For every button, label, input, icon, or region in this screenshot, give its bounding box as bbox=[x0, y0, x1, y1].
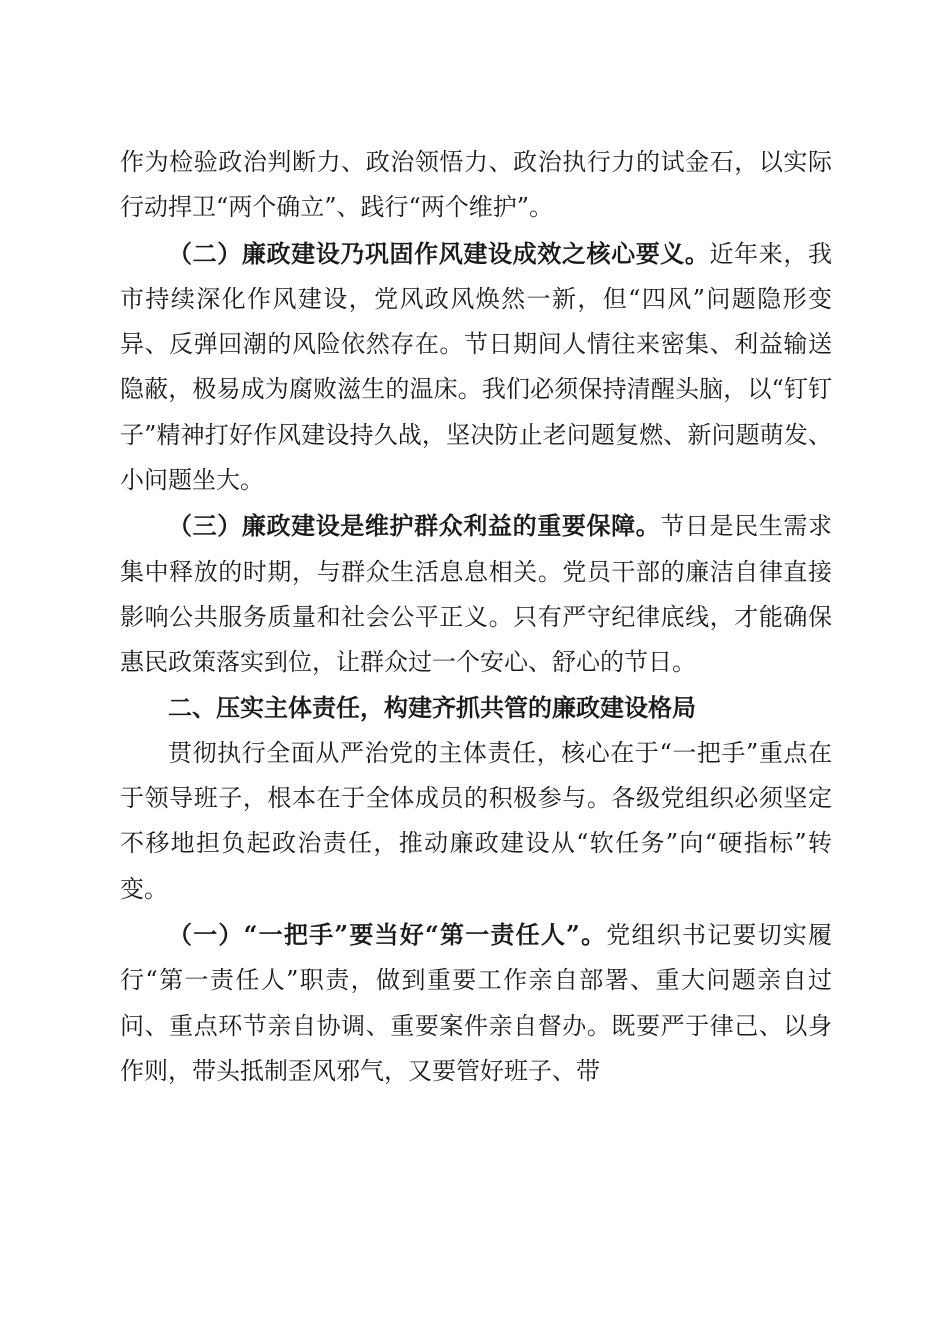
paragraph-subpoint-3 bbox=[120, 503, 832, 685]
paragraph-text: 党组织书记要切实履行“第一责任人”职责，做到重要工作亲自部署、重大问题亲自过问、重点环节亲自协调、重要案件亲自督办。既要严于律己、以身作则，带头抵制歪风邪气，又要管好班子、带 bbox=[120, 921, 833, 1085]
subpoint-heading: （三）廉政建设是维护群众利益的重要保障。 bbox=[168, 511, 661, 541]
paragraph-section-intro bbox=[120, 731, 832, 912]
paragraph-continuation bbox=[120, 140, 832, 231]
paragraph-subpoint-1 bbox=[120, 912, 832, 1094]
paragraph-text: 作为检验政治判断力、政治领悟力、政治执行力的试金石，以实际行动捍卫“两个确立”、践行“两个维护”。 bbox=[120, 148, 832, 222]
section-heading: 二、压实主体责任，构建齐抓共管的廉政建设格局 bbox=[168, 693, 696, 722]
paragraph-subpoint-2 bbox=[120, 231, 832, 504]
paragraph-text: 贯彻执行全面从严治党的主体责任，核心在于“一把手”重点在于领导班子，根本在于全体成员的积极参与。各级党组织必须坚定不移地担负起政治责任，推动廉政建设从“软任务”向“硬指标”转变。 bbox=[120, 738, 832, 903]
subpoint-heading: （一）“一把手”要当好“第一责任人”。 bbox=[168, 920, 607, 950]
document-body bbox=[120, 140, 832, 1094]
paragraph-text: 近年来，我市持续深化作风建设，党风政风焕然一新，但“四风”问题隐形变异、反弹回潮的风险依然存在。节日期间人情往来密集、利益输送隐蔽，极易成为腐败滋生的温床。我们必须保持清醒头脑，以“钉钉子”精神打好作风建设持久战，坚决防止老问题复燃、新问题萌发、小问题坐大。 bbox=[120, 239, 833, 495]
subpoint-heading: （二）廉政建设乃巩固作风建设成效之核心要义。 bbox=[168, 238, 710, 268]
paragraph-text: 节日是民生需求集中释放的时期，与群众生活息息相关。党员干部的廉洁自律直接影响公共服务质量和社会公平正义。只有严守纪律底线，才能确保惠民政策落实到位，让群众过一个安心、舒心的节日。 bbox=[120, 512, 833, 677]
